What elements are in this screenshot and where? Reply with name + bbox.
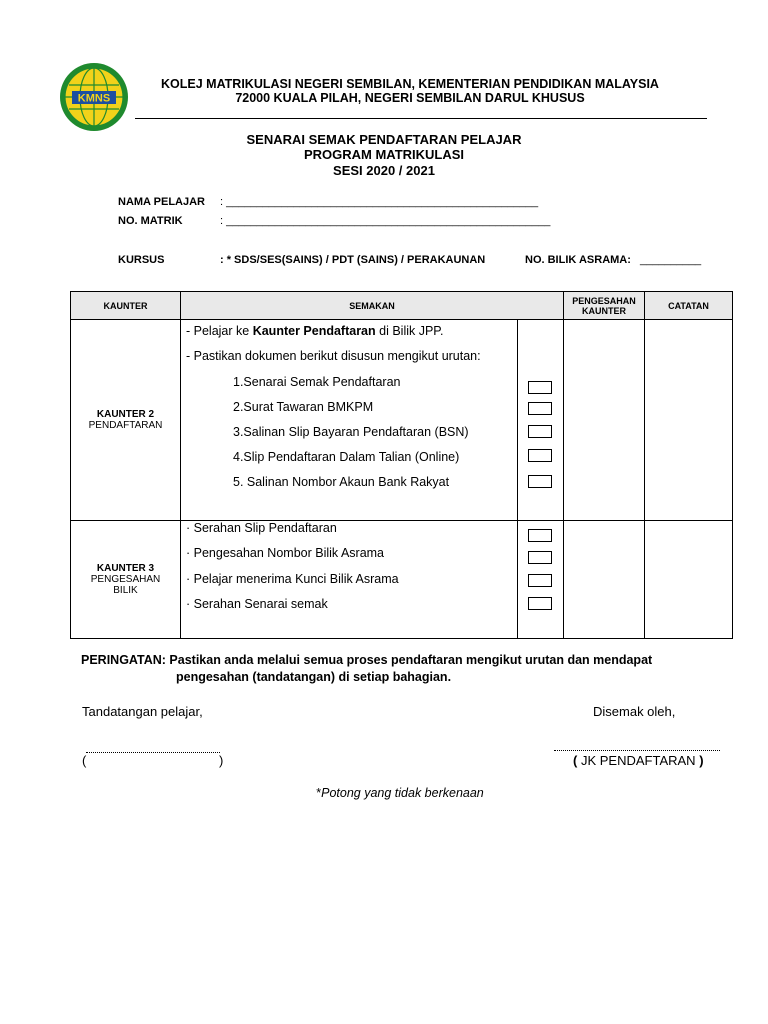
checkbox-doc-1[interactable] — [528, 381, 552, 394]
pengesahan-cell-2[interactable] — [564, 521, 645, 639]
step-item-1: · Serahan Slip Pendaftaran — [186, 521, 337, 535]
doc-item-2: 2.Surat Tawaran BMKPM — [233, 400, 374, 414]
checker-label: Disemak oleh, — [593, 704, 676, 719]
bilik-label: NO. BILIK ASRAMA: — [525, 254, 631, 266]
kaunter-3-subtitle-1: PENGESAHAN — [90, 574, 161, 585]
footnote: *Potong yang tidak berkenaan — [316, 786, 484, 800]
semakan-cell-1 — [181, 320, 518, 521]
table-row-kaunter-2 — [71, 320, 733, 521]
warning-line-1: PERINGATAN: Pastikan anda melalui semua proses pendaftaran mengikut urutan dan mendapat — [81, 653, 653, 667]
checkbox-doc-4[interactable] — [528, 449, 552, 462]
warning-line-2: pengesahan (tandatangan) di setiap bahagian. — [176, 670, 452, 684]
semakan-cell-2 — [181, 521, 518, 639]
checkbox-doc-5[interactable] — [528, 475, 552, 488]
step-item-2: · Pengesahan Nombor Bilik Asrama — [186, 546, 385, 560]
bilik-field[interactable]: __________ — [640, 254, 702, 266]
matrik-field[interactable]: : _____________________________________________________ — [220, 215, 551, 227]
catatan-cell-2[interactable] — [645, 521, 733, 639]
matrik-label: NO. MATRIK — [118, 215, 183, 227]
doc-item-1: 1.Senarai Semak Pendaftaran — [233, 375, 401, 389]
doc-item-5: 5. Salinan Nombor Akaun Bank Rakyat — [233, 475, 450, 489]
step-item-3: · Pelajar menerima Kunci Bilik Asrama — [186, 572, 399, 586]
student-sign-open: ( — [82, 753, 87, 768]
kursus-label: KURSUS — [118, 254, 165, 266]
nama-label: NAMA PELAJAR — [118, 196, 205, 208]
checker-name: ( JK PENDAFTARAN ) — [573, 753, 704, 768]
session-title: SESI 2020 / 2021 — [333, 163, 435, 178]
instruction-1: - Pelajar ke Kaunter Pendaftaran di Bilik JPP. — [186, 324, 444, 338]
checkbox-doc-2[interactable] — [528, 402, 552, 415]
student-sign-close: ) — [219, 753, 224, 768]
program-title: PROGRAM MATRIKULASI — [303, 147, 465, 162]
college-name: KOLEJ MATRIKULASI NEGERI SEMBILAN, KEMENTERIAN PENDIDIKAN MALAYSIA — [161, 77, 659, 91]
checkbox-step-2[interactable] — [528, 551, 552, 564]
header-divider — [135, 118, 707, 119]
checkbox-step-3[interactable] — [528, 574, 552, 587]
semakan-header: SEMAKAN — [181, 292, 564, 320]
pengesahan-header: PENGESAHAN KAUNTER — [564, 292, 645, 320]
checkbox-cell-1 — [518, 320, 564, 521]
catatan-header: CATATAN — [645, 292, 733, 320]
student-signature-line[interactable] — [86, 752, 220, 753]
kaunter-3-subtitle-2: BILIK — [113, 585, 138, 596]
kaunter-3-cell — [71, 521, 181, 639]
svg-text:KMNS: KMNS — [77, 92, 111, 105]
kaunter-2-title: KAUNTER 2 — [96, 409, 155, 420]
checkbox-step-4[interactable] — [528, 597, 552, 610]
checklist-table — [70, 291, 733, 639]
document-title: SENARAI SEMAK PENDAFTARAN PELAJAR — [246, 132, 522, 147]
student-signature-label: Tandatangan pelajar, — [82, 704, 203, 719]
kursus-options[interactable]: : * SDS/SES(SAINS) / PDT (SAINS) / PERAKAUNAN — [220, 254, 486, 266]
globe-logo-icon — [58, 61, 130, 133]
kaunter-2-cell — [71, 320, 181, 521]
kaunter-3-title: KAUNTER 3 — [96, 563, 155, 574]
checker-signature-line[interactable] — [554, 750, 720, 751]
nama-field[interactable]: : ___________________________________________________ — [220, 196, 539, 208]
college-logo — [58, 61, 130, 133]
college-address: 72000 KUALA PILAH, NEGERI SEMBILAN DARUL KHUSUS — [235, 91, 585, 105]
checkbox-step-1[interactable] — [528, 529, 552, 542]
table-row-kaunter-3 — [71, 521, 733, 639]
table-header-row — [71, 292, 733, 320]
step-item-4: · Serahan Senarai semak — [186, 597, 328, 611]
instruction-2: - Pastikan dokumen berikut disusun mengikut urutan: — [186, 349, 481, 363]
doc-item-4: 4.Slip Pendaftaran Dalam Talian (Online) — [233, 450, 460, 464]
kaunter-header: KAUNTER — [71, 292, 181, 320]
checkbox-cell-2 — [518, 521, 564, 639]
doc-item-3: 3.Salinan Slip Bayaran Pendaftaran (BSN) — [233, 425, 469, 439]
pengesahan-cell-1[interactable] — [564, 320, 645, 521]
catatan-cell-1[interactable] — [645, 320, 733, 521]
checkbox-doc-3[interactable] — [528, 425, 552, 438]
kaunter-2-subtitle: PENDAFTARAN — [88, 420, 163, 431]
